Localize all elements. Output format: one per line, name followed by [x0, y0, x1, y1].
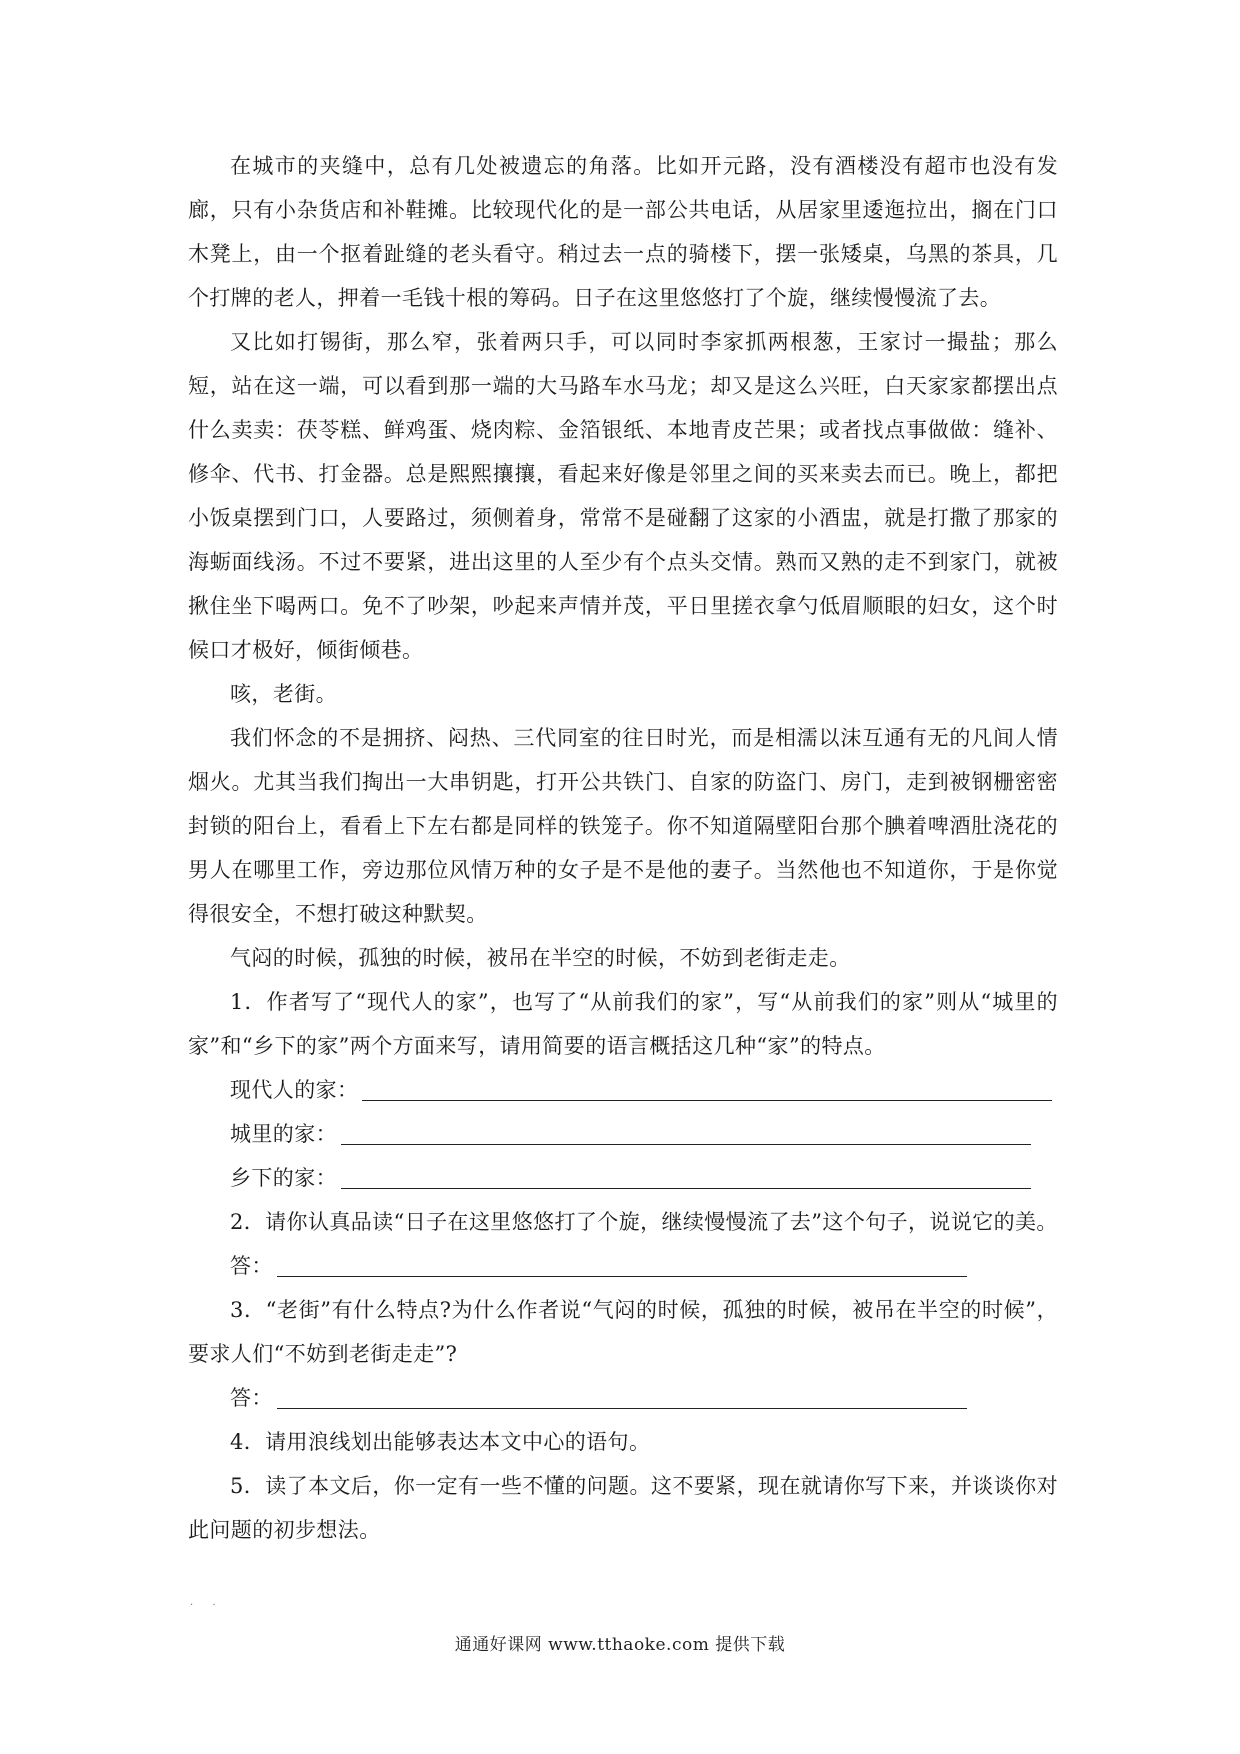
answer-line-q2[interactable] — [277, 1276, 967, 1277]
passage-paragraph-3: 咳，老街。 — [230, 682, 337, 706]
answer-line-country-home[interactable] — [341, 1188, 1031, 1189]
question-2: 2．请你认真品读“日子在这里悠悠打了个旋，继续慢慢流了去”这个句子，说说它的美。 — [230, 1210, 1058, 1234]
answer-row-country-home — [188, 1156, 1058, 1200]
question-5: 5．读了本文后，你一定有一些不懂的问题。这不要紧，现在就请你写下来，并谈谈你对此问题的初步想法。 — [188, 1474, 1058, 1542]
question-3: 3．“老街”有什么特点?为什么作者说“气闷的时候，孤独的时候，被吊在半空的时候”，要求人们“不妨到老街走走”? — [188, 1298, 1058, 1366]
answer-label-q2: 答： — [230, 1254, 273, 1278]
answer-line-q3[interactable] — [277, 1408, 967, 1409]
answer-label-country-home: 乡下的家： — [230, 1166, 337, 1190]
question-4: 4．请用浪线划出能够表达本文中心的语句。 — [230, 1430, 651, 1454]
answer-label-city-home: 城里的家： — [230, 1122, 337, 1146]
answer-row-q2 — [188, 1244, 1058, 1288]
document-body — [188, 144, 1058, 1552]
passage-paragraph-2: 又比如打锡街，那么窄，张着两只手，可以同时李家抓两根葱，王家讨一撮盐；那么短，站在这一端，可以看到那一端的大马路车水马龙；却又是这么兴旺，白天家家都摆出点什么卖卖：茯苓糕、鲜鸡蛋、烧肉粽、金箔银纸、本地青皮芒果；或者找点事做做：缝补、修伞、代书、打金器。总是熙熙攘攘，看起来好像是邻里之间的买来卖去而已。晚上，都把小饭桌摆到门口，人要路过，须侧着身，常常不是碰翻了这家的小酒盅，就是打撒了那家的海蛎面线汤。不过不要紧，进出这里的人至少有个点头交情。熟而又熟的走不到家门，就被揪住坐下喝两口。免不了吵架，吵起来声情并茂，平日里搓衣拿勺低眉顺眼的妇女，这个时候口才极好，倾街倾巷。 — [188, 330, 1058, 662]
answer-label-q3: 答： — [230, 1386, 273, 1410]
answer-row-q3 — [188, 1376, 1058, 1420]
answer-label-modern-home: 现代人的家： — [230, 1078, 359, 1102]
answer-row-modern-home — [188, 1068, 1058, 1112]
question-1: 1．作者写了“现代人的家”，也写了“从前我们的家”，写“从前我们的家”则从“城里的家”和“乡下的家”两个方面来写，请用简要的语言概括这几种“家”的特点。 — [188, 990, 1058, 1058]
passage-paragraph-4: 我们怀念的不是拥挤、闷热、三代同室的往日时光，而是相濡以沫互通有无的凡间人情烟火。尤其当我们掏出一大串钥匙，打开公共铁门、自家的防盗门、房门，走到被钢栅密密封锁的阳台上，看看上下左右都是同样的铁笼子。你不知道隔壁阳台那个腆着啤酒肚浇花的男人在哪里工作，旁边那位风情万种的女子是不是他的妻子。当然他也不知道你，于是你觉得很安全，不想打破这种默契。 — [188, 726, 1058, 926]
answer-line-modern-home[interactable] — [362, 1100, 1052, 1101]
answer-line-city-home[interactable] — [341, 1144, 1031, 1145]
passage-paragraph-5: 气闷的时候，孤独的时候，被吊在半空的时候，不妨到老街走走。 — [230, 946, 851, 970]
page-footer: 通通好课网 www.tthaoke.com 提供下载 — [454, 1635, 786, 1655]
answer-row-city-home — [188, 1112, 1058, 1156]
scan-speck-marks: · · — [190, 1600, 224, 1611]
passage-paragraph-1: 在城市的夹缝中，总有几处被遗忘的角落。比如开元路，没有酒楼没有超市也没有发廊，只有小杂货店和补鞋摊。比较现代化的是一部公共电话，从居家里逶迤拉出，搁在门口木凳上，由一个抠着趾缝的老头看守。稍过去一点的骑楼下，摆一张矮桌，乌黑的茶具，几个打牌的老人，押着一毛钱十根的筹码。日子在这里悠悠打了个旋，继续慢慢流了去。 — [188, 154, 1058, 310]
